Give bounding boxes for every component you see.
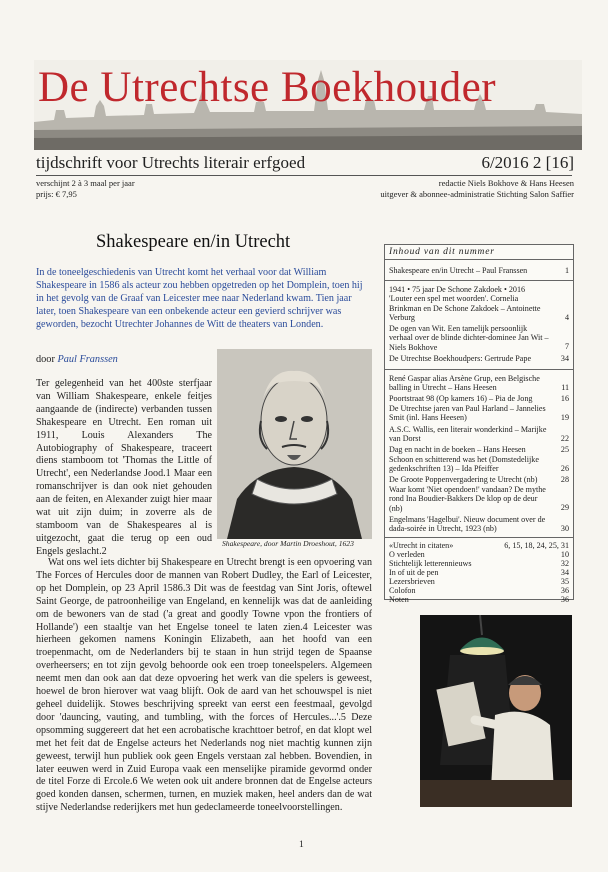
header-divider bbox=[36, 175, 572, 176]
toc-item[interactable]: 1941 • 75 jaar De Schone Zakdoek • 2016 'Louter een spel met woorden'. Cornelia Brinkman en De Schone Zakdoek – Antoinette Verburg 4 bbox=[389, 285, 569, 323]
toc-item[interactable]: René Gaspar alias Arsène Grup, een Belgische balling in Utrecht – Hans Heesen 11 bbox=[389, 374, 569, 393]
magazine-title: De Utrechtse Boekhouder bbox=[38, 64, 497, 111]
toc-item[interactable]: Poortstraat 98 (Op kamers 16) – Pia de Jong 16 bbox=[389, 394, 569, 403]
publisher-note: uitgever & abonnee-administratie Stichting Salon Saffier bbox=[380, 189, 574, 199]
toc-item[interactable]: Noten 36 bbox=[389, 595, 569, 604]
article-body-paragraph: Wat ons wel iets dichter bij Shakespeare en Utrecht brengt is een opvoering van The Forces of Hercules door de mannen van Robert Dudley, the Earl of Leicester, op het Domplein, op 23 April 1586.3 Dit was de feestdag van Sint Joris, oftewel Saint George, de patroonheilige van Engeland, en kennelijk was dat de aanleiding om de bewoners van de stad ('a great and goodly Towne vpon the frontiers of Hollande') een staaltje van het Engelse toneel te laten zien.4 Leicester was hierheen gekomen namens Koningin Elizabeth, aan het hoofd van een troepenmacht, om de Nederlanders bij te staan in hun strijd tegen de Spaanse overheersers; en tot zijn gevolg behoorde ook een troep toneelspelers. Algemeen neemt men dan ook aan dat deze opvoering het werk van die spelers is geweest, hoewel de bron hierover wat vaag blijft. Ook de aard van het schouwspel is niet geheel duidelijk. Stowes beschrijving spreekt van eerst een feestmaal, gevolgd door 'dauncing, vauting, and tumbling, with the forces of Hercules...'.5 Deze opsomming suggereert dat het een acrobatische krachttoer betrof, en dat klopt wel met het feit dat de Engelse acteurs het Nederlands nog niet machtig kunnen zijn geweest, terwijl hun publiek ook geen Engels verstaan zal hebben. Bovendien, in later eeuwen werd in Zuid Europa vaak een menselijke piramide gevormd onder de titel Forze di Ercole.6 We weten ook uit andere bronnen dat de Engelse acteurs goed konden dansen, schermen, turnen, en muziek maken, heel anders dan de wat stijve Nederlandse rederijkers met hun gedeclameerde toneelvoorstellingen. bbox=[36, 557, 372, 814]
shakespeare-portrait-image bbox=[217, 349, 372, 539]
magazine-subtitle: tijdschrift voor Utrechts literair erfgoed bbox=[36, 153, 306, 172]
toc-item[interactable]: De Utrechtse jaren van Paul Harland – Jannelies Smit (inl. Hans Heesen) 19 bbox=[389, 404, 569, 423]
author-name: Paul Franssen bbox=[57, 354, 118, 365]
table-of-contents bbox=[384, 244, 574, 604]
article-lead: In de toneelgeschiedenis van Utrecht komt het verhaal voor dat William Shakespeare in 1586 als acteur zou hebben opgetreden op het Domplein, toen hij in het gevolg van de Graaf van Leicester mee naar Nederland kwam. Tien jaar later, toen Shakespeare van een onbekende acteur een gevierd schrijver was geworden, bezocht Utrechter Johannes de Witt de theaters van Londen. bbox=[36, 267, 363, 331]
article-intro-paragraph: Ter gelegenheid van het 400ste sterfjaar van William Shakespeare, enkele feitjes aangaande de (indirecte) verbanden tussen Shakespeare en Utrecht. Een roman uit 1911, Louis Alexanders The Autobiography of Shakespeare, traceert diens stamboom tot 'Thomas the Little of Utrecht', een Nederlandse Jood.1 Maar een romanschrijver is dan ook niet gehouden aan de feiten, en Alexander zuigt hier maar wat uit zijn duim; in zoverre als de stamboom van de Shakespeares al is uitgezocht, gaat die terug op een oud Engels geslacht.2 bbox=[36, 378, 212, 557]
publication-meta-left bbox=[36, 178, 135, 200]
toc-item[interactable]: Colofon 36 bbox=[389, 586, 569, 595]
toc-divider bbox=[385, 369, 573, 370]
page-number: 1 bbox=[299, 840, 304, 850]
toc-item[interactable]: De ogen van Wit. Een tamelijk persoonlijk verhaal over de blinde dichter-dominee Jan Wit – Niels Bokhove 7 bbox=[389, 324, 569, 352]
toc-item[interactable]: In of uit de pen 34 bbox=[389, 568, 569, 577]
toc-divider bbox=[385, 259, 573, 260]
toc-item[interactable]: O verleden 10 bbox=[389, 550, 569, 559]
toc-item[interactable]: Stichtelijk letterennieuws 32 bbox=[389, 559, 569, 568]
toc-heading: Inhoud van dit nummer bbox=[389, 247, 495, 257]
frequency-note: verschijnt 2 à 3 maal per jaar bbox=[36, 178, 135, 188]
toc-item[interactable]: Dag en nacht in de boeken – Hans Heesen 25 bbox=[389, 445, 569, 454]
toc-item[interactable]: Lezersbrieven 35 bbox=[389, 577, 569, 586]
toc-item[interactable]: De Utrechtse Boekhoudpers: Gertrude Pape 34 bbox=[389, 354, 569, 363]
toc-item[interactable]: De Groote Poppenvergadering te Utrecht (nb) 28 bbox=[389, 475, 569, 484]
article-title: Shakespeare en/in Utrecht bbox=[96, 232, 291, 252]
byline-prefix: door bbox=[36, 354, 55, 365]
toc-item[interactable]: Schoon en schitterend was het (Domstedelijke gedenkschriften 13) – Ida Pfeiffer 26 bbox=[389, 455, 569, 474]
writer-at-desk-photo bbox=[420, 615, 572, 807]
toc-divider bbox=[385, 280, 573, 281]
toc-item[interactable]: Shakespeare en/in Utrecht – Paul Franssen 1 bbox=[389, 266, 569, 275]
price-note: prijs: € 7,95 bbox=[36, 189, 77, 199]
toc-item[interactable]: «Utrecht in citaten» 6, 15, 18, 24, 25, 31 bbox=[389, 541, 569, 550]
toc-item[interactable]: Engelmans 'Hagelbui'. Nieuw document over de dada-soirée in Utrecht, 1923 (nb) 30 bbox=[389, 515, 569, 534]
toc-item[interactable]: Waar komt 'Niet opendoen!' vandaan? De mythe rond Ina Boudier-Bakkers De klop op de deur (nb) 29 bbox=[389, 485, 569, 513]
toc-divider bbox=[385, 537, 573, 538]
byline bbox=[36, 354, 118, 365]
editors-note: redactie Niels Bokhove & Hans Heesen bbox=[438, 178, 574, 188]
issue-number: 6/2016 2 [16] bbox=[481, 153, 574, 172]
publication-meta-right bbox=[380, 178, 574, 200]
portrait-caption: Shakespeare, door Martin Droeshout, 1623 bbox=[222, 539, 354, 548]
toc-item[interactable]: A.S.C. Wallis, een literair wonderkind – Marijke van Dorst 22 bbox=[389, 425, 569, 444]
